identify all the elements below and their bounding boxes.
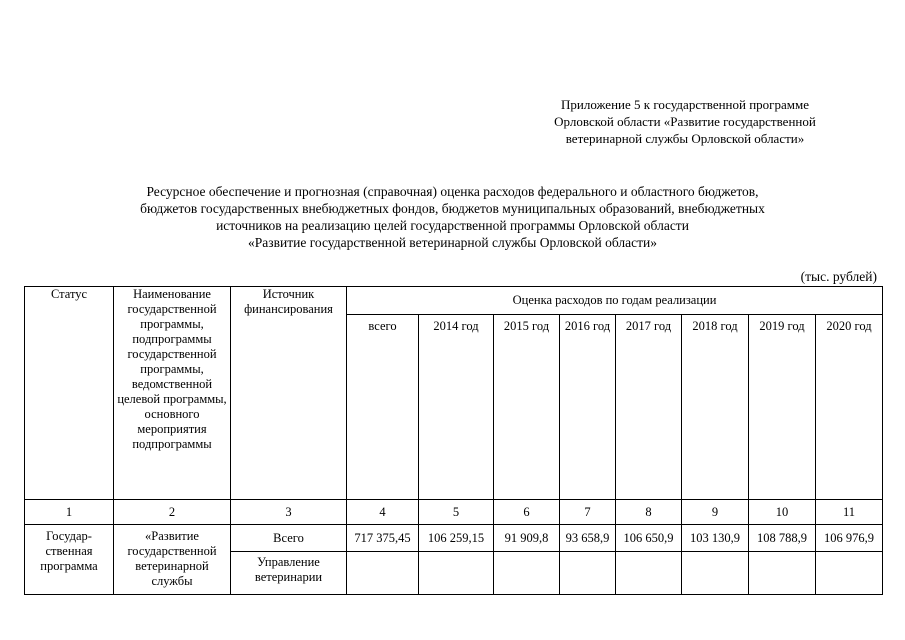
row-program-name: «Развитие государственной ветеринарной службы bbox=[114, 525, 231, 595]
value-2020: 106 976,9 bbox=[816, 525, 883, 552]
title-line: Ресурсное обеспечение и прогнозная (справочная) оценка расходов федерального и областного бюджетов, bbox=[146, 184, 759, 199]
value-2016: 93 658,9 bbox=[560, 525, 616, 552]
column-number: 8 bbox=[616, 500, 682, 525]
row-source: Всего bbox=[231, 525, 347, 552]
title-line: «Развитие государственной ветеринарной службы Орловской области» bbox=[248, 235, 657, 250]
header-year-2017: 2017 год bbox=[616, 315, 682, 500]
appendix-note bbox=[520, 96, 850, 147]
column-number: 4 bbox=[347, 500, 419, 525]
row-status: Государ-ственная программа bbox=[25, 525, 114, 595]
column-number-row bbox=[25, 500, 883, 525]
value-2019 bbox=[749, 552, 816, 595]
header-year-2015: 2015 год bbox=[494, 315, 560, 500]
value-total bbox=[347, 552, 419, 595]
value-2015 bbox=[494, 552, 560, 595]
header-year-2019: 2019 год bbox=[749, 315, 816, 500]
column-number: 6 bbox=[494, 500, 560, 525]
table-row bbox=[25, 525, 883, 552]
appendix-line: ветеринарной службы Орловской области» bbox=[565, 131, 805, 146]
column-number: 9 bbox=[682, 500, 749, 525]
column-number: 7 bbox=[560, 500, 616, 525]
header-year-2020: 2020 год bbox=[816, 315, 883, 500]
value-2020 bbox=[816, 552, 883, 595]
title-line: источников на реализацию целей государственной программы Орловской области bbox=[216, 218, 689, 233]
header-year-2014: 2014 год bbox=[419, 315, 494, 500]
appendix-line: Орловской области «Развитие государственной bbox=[554, 114, 816, 129]
row-source: Управление ветеринарии bbox=[231, 552, 347, 595]
value-2018 bbox=[682, 552, 749, 595]
value-2018: 103 130,9 bbox=[682, 525, 749, 552]
column-number: 10 bbox=[749, 500, 816, 525]
column-number: 2 bbox=[114, 500, 231, 525]
value-2017 bbox=[616, 552, 682, 595]
value-2015: 91 909,8 bbox=[494, 525, 560, 552]
header-status: Статус bbox=[25, 287, 114, 500]
header-estimate: Оценка расходов по годам реализации bbox=[347, 287, 883, 315]
column-number: 3 bbox=[231, 500, 347, 525]
header-name: Наименование государственной программы, подпрограммы государственной программы, ведомственной целевой программы, основного мероприятия подпрограммы bbox=[114, 287, 231, 500]
header-year-total: всего bbox=[347, 315, 419, 500]
value-2016 bbox=[560, 552, 616, 595]
value-2014: 106 259,15 bbox=[419, 525, 494, 552]
title-line: бюджетов государственных внебюджетных фондов, бюджетов муниципальных образований, внебюджетных bbox=[140, 201, 765, 216]
value-2019: 108 788,9 bbox=[749, 525, 816, 552]
header-year-2016: 2016 год bbox=[560, 315, 616, 500]
units-label: (тыс. рублей) bbox=[800, 269, 877, 284]
header-source: Источник финансирования bbox=[231, 287, 347, 500]
value-2017: 106 650,9 bbox=[616, 525, 682, 552]
column-number: 1 bbox=[25, 500, 114, 525]
document-title bbox=[70, 183, 835, 251]
header-year-2018: 2018 год bbox=[682, 315, 749, 500]
budget-table bbox=[24, 286, 883, 595]
column-number: 11 bbox=[816, 500, 883, 525]
value-2014 bbox=[419, 552, 494, 595]
appendix-line: Приложение 5 к государственной программе bbox=[560, 97, 810, 112]
value-total: 717 375,45 bbox=[347, 525, 419, 552]
column-number: 5 bbox=[419, 500, 494, 525]
